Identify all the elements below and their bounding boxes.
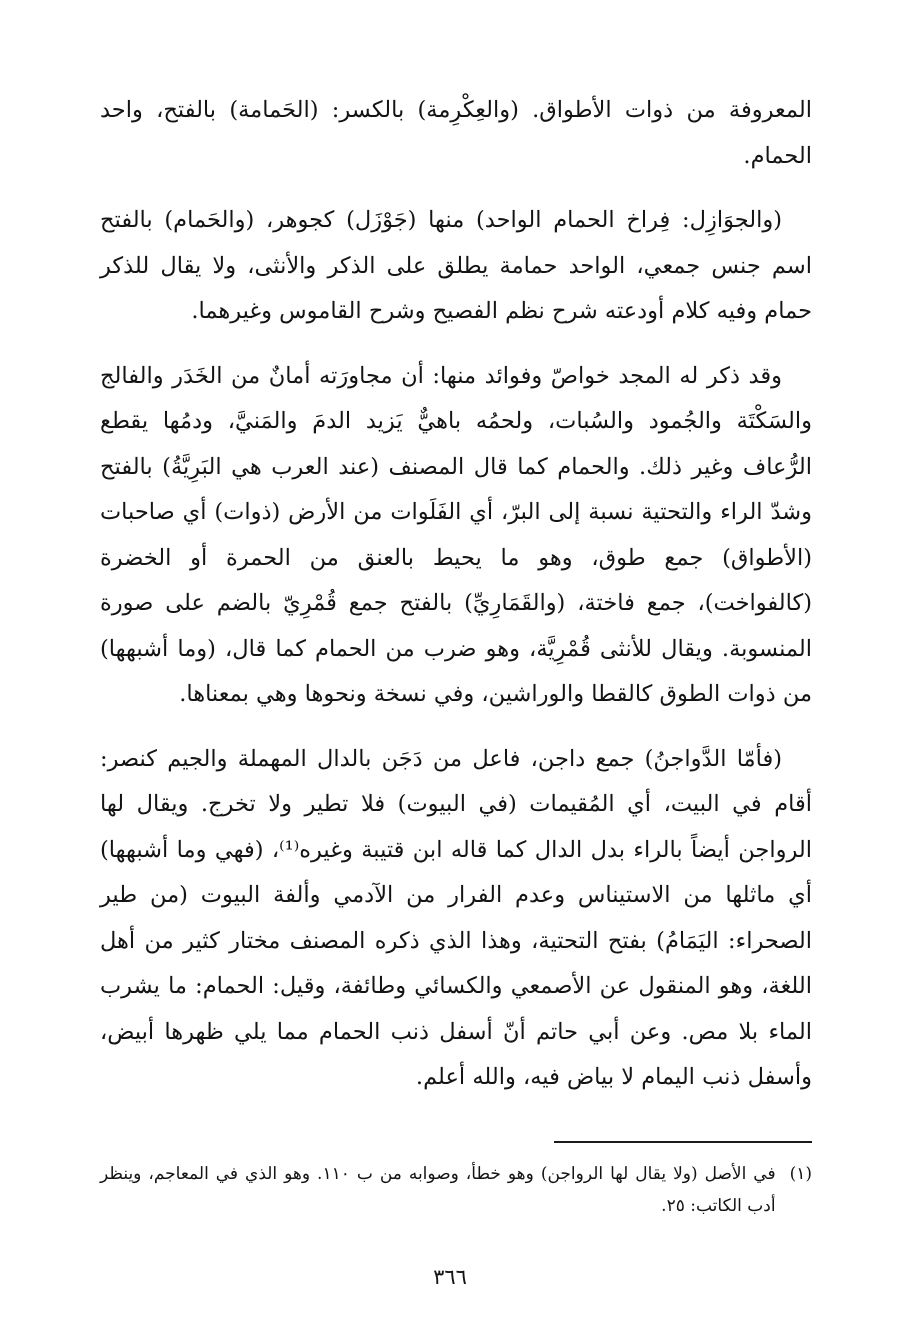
- paragraph-4: (فأمّا الدَّواجنُ) جمع داجن، فاعل من دَجَن بالدال المهملة والجيم كنصر: أقام في البيت، أي المُقيمات (في البيوت) فلا تطير ولا تخرج. ويقال لها الرواجن أيضاً بالراء بدل الدال كما قاله ابن قتيبة وغيره⁽¹⁾، (فهي وما أشبهها) أي ماثلها من الاستيناس وعدم الفرار من الآدمي وألفة البيوت (من طير الصحراء: اليَمَامُ) بفتح التحتية، وهذا الذي ذكره المصنف مختار كثير من أهل اللغة، وهو المنقول عن الأصمعي والكسائي وطائفة، وقيل: الحمام: ما يشرب الماء بلا مص. وعن أبي حاتم أنّ أسفل ذنب الحمام مما يلي ظهرها أبيض، وأسفل ذنب اليمام لا بياض فيه، والله أعلم.: [100, 745, 812, 1090]
- footnote-number: (١): [789, 1164, 812, 1184]
- paragraph-2: (والجوَازِل: فِراخ الحمام الواحد) منها (جَوْزَل) كجوهر، (والحَمام) بالفتح اسم جنس جمعي، الواحد حمامة يطلق على الذكر والأنثى، ولا يقال للذكر حمام وفيه كلام أودعته شرح نظم الفصيح وشرح القاموس وغيرهما.: [100, 207, 812, 324]
- page-body: [100, 88, 812, 1101]
- paragraph-1: المعروفة من ذوات الأطواق. (والعِكْرِمة) بالكسر: (الحَمامة) بالفتح، واحد الحمام.: [100, 97, 812, 169]
- footnote-text: في الأصل (ولا يقال لها الرواجن) وهو خطأ، وصوابه من ب ١١٠. وهو الذي في المعاجم، وينظر أدب الكاتب: ٢٥.: [100, 1164, 776, 1216]
- footnote-separator: [554, 1141, 812, 1143]
- paragraph-3: وقد ذكر له المجد خواصّ وفوائد منها: أن مجاورَته أمانٌ من الخَدَر والفالج والسَكْتَة والجُمود والسُبات، ولحمُه باهيٌّ يَزيد الدمَ والمَنيَّ، ودمُها يقطع الرُّعاف وغير ذلك. والحمام كما قال المصنف (عند العرب هي البَرِيَّةُ) بالفتح وشدّ الراء والتحتية نسبة إلى البرّ، أي الفَلَوات من الأرض (ذوات) أي صاحبات (الأطواق) جمع طوق، وهو ما يحيط بالعنق من الحمرة أو الخضرة (كالفواخت)، جمع فاختة، (والقَمَارِيِّ) بالفتح جمع قُمْرِيّ بالضم على صورة المنسوبة. ويقال للأنثى قُمْرِيَّة، وهو ضرب من الحمام كما قال، (وما أشبهها) من ذوات الطوق كالقطا والوراشين، وفي نسخة ونحوها وهي بمعناها.: [100, 362, 812, 707]
- footnote: [100, 1158, 812, 1222]
- page-number: ٣٦٦: [433, 1265, 467, 1289]
